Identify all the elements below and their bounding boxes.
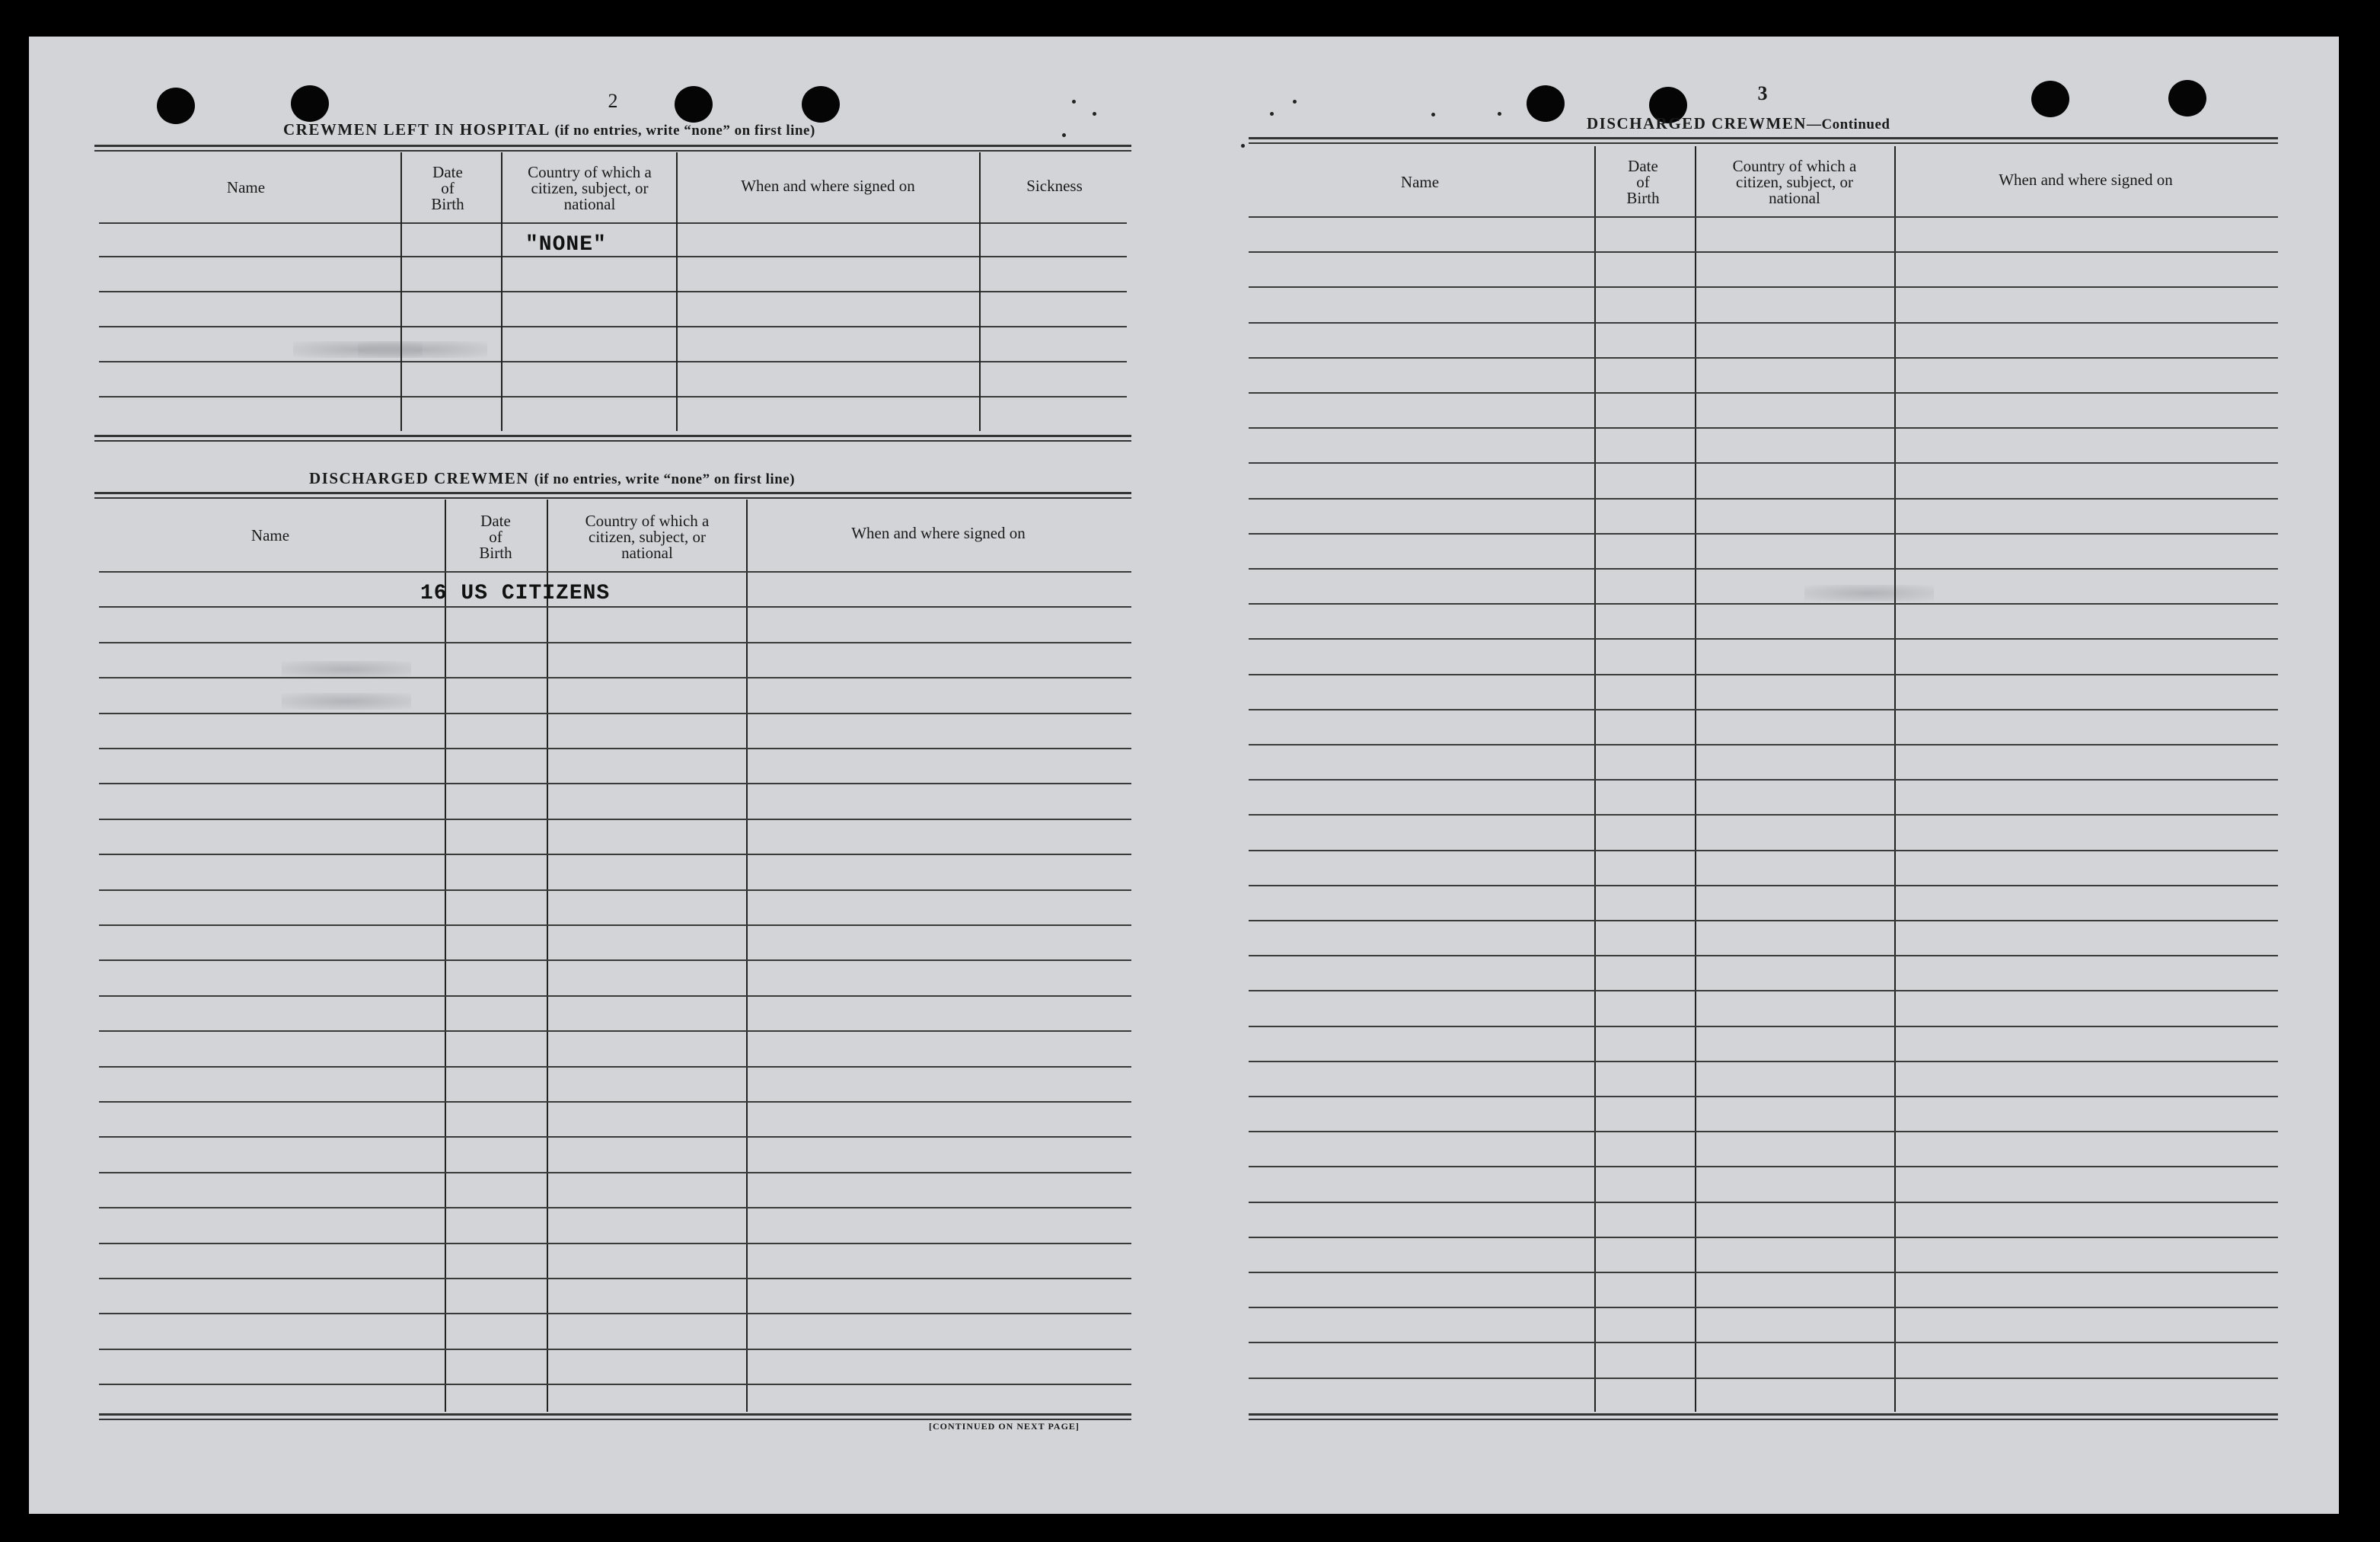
dob-line: Birth [479,543,512,562]
column-divider [746,500,748,1412]
table-row [1249,920,2278,921]
page-number: 3 [1757,82,1768,104]
table-row [1249,251,2278,253]
table-row [99,1066,1131,1068]
country-line: Country of which a [528,162,652,181]
dob-line: Date [480,511,511,530]
column-divider [400,152,402,431]
country-line: citizen, subject, or [531,178,649,197]
document-sheet [29,37,2339,1514]
hospital-entry: "NONE" [525,233,607,257]
dob-line: Date [432,162,463,181]
column-divider [979,152,981,431]
right-section-title [1587,114,1890,133]
table-row [1249,1131,2278,1132]
table-row [99,571,1131,573]
table-row [1249,603,2278,605]
table-row [99,361,1127,362]
table-row [1249,1272,2278,1273]
column-header-sickness: Sickness [1026,176,1083,195]
column-divider [547,500,548,1412]
bottom-rule [1249,1419,2278,1420]
right-title-suffix: —Continued [1806,117,1890,132]
country-line: citizen, subject, or [589,527,706,546]
table-row [1249,1202,2278,1203]
table-row [99,713,1131,714]
table-row [99,1030,1131,1032]
speck [1270,112,1274,116]
column-header-signed-on: When and where signed on [851,523,1026,542]
country-line: national [1769,188,1820,207]
top-rule [94,145,1131,147]
dob-line: Birth [431,194,464,213]
table-row [99,1278,1131,1279]
table-row [99,1101,1131,1103]
dob-line: of [441,178,455,197]
table-row [99,1172,1131,1173]
table-row [1249,568,2278,570]
punch-hole [2168,80,2206,117]
column-header-country [552,507,742,567]
table-row [1249,322,2278,324]
column-header-date-of-birth [449,507,542,567]
table-row [1249,1378,2278,1379]
ink-bleed [1804,585,1934,602]
table-row [1249,462,2278,464]
table-row [99,995,1131,997]
right-title-text: DISCHARGED CREWMEN [1587,114,1807,132]
top-rule [1249,142,2278,144]
table-row [1249,709,2278,710]
country-line: national [563,194,616,213]
table-row [99,854,1131,855]
section-rule [94,497,1131,499]
punch-hole [675,86,713,123]
table-row [1249,1026,2278,1027]
continued-footer: [CONTINUED ON NEXT PAGE] [929,1421,1080,1432]
table-row [99,959,1131,961]
table-row [1249,498,2278,500]
bottom-rule [1249,1413,2278,1416]
country-line: Country of which a [1732,156,1857,175]
ink-bleed [358,341,487,358]
table-row [1249,216,2278,218]
top-rule [1249,137,2278,139]
section-rule [94,435,1131,437]
table-row [99,642,1131,643]
table-row [1249,533,2278,535]
country-line: national [621,543,673,562]
punch-hole [291,85,329,122]
table-row [99,1243,1131,1244]
bottom-rule [99,1419,1131,1420]
discharged-instruction: (if no entries, write “none” on first line) [534,471,796,487]
dob-line: of [1636,172,1650,191]
column-header-country [1699,152,1890,212]
column-divider [676,152,678,431]
table-row [1249,357,2278,359]
table-row [99,1349,1131,1350]
column-header-signed-on: When and where signed on [741,176,915,195]
punch-hole [157,88,195,124]
hospital-instruction: (if no entries, write “none” on first line) [554,123,815,139]
speck [1072,100,1076,104]
column-header-country [504,158,675,218]
section-rule [94,440,1131,442]
table-row [99,677,1131,678]
speck [1498,112,1501,116]
table-row [99,291,1127,292]
table-row [99,256,1127,257]
table-row [1249,1061,2278,1062]
table-row [1249,814,2278,816]
bottom-rule [99,1413,1131,1416]
dob-line: of [489,527,502,546]
table-row [1249,1166,2278,1167]
table-row [99,396,1127,397]
table-row [1249,392,2278,394]
punch-hole [1527,85,1565,122]
column-header-name: Name [226,177,266,196]
table-row [99,783,1131,784]
country-line: Country of which a [585,511,710,530]
table-row [99,326,1127,327]
table-row [1249,990,2278,991]
table-row [1249,744,2278,745]
table-row [99,1207,1131,1208]
table-row [1249,674,2278,675]
column-header-date-of-birth [402,158,493,218]
speck [1241,144,1245,148]
hospital-section-title [283,120,815,139]
table-row [1249,1096,2278,1097]
column-header-signed-on: When and where signed on [1999,170,2173,189]
punch-hole [802,86,840,123]
dob-line: Date [1628,156,1658,175]
table-row [1249,850,2278,851]
discharged-title-text: DISCHARGED CREWMEN [309,469,529,487]
top-rule [94,150,1131,152]
column-divider [501,152,502,431]
column-divider [445,500,446,1412]
speck [1062,133,1066,137]
country-line: citizen, subject, or [1736,172,1853,191]
table-row [1249,286,2278,288]
table-row [1249,1307,2278,1308]
punch-hole [2031,81,2069,117]
table-row [99,222,1127,224]
table-row [1249,427,2278,429]
table-row [99,924,1131,926]
table-row [99,1313,1131,1314]
column-header-name: Name [250,525,290,544]
table-row [99,1384,1131,1385]
ink-bleed [282,693,411,710]
table-row [99,748,1131,749]
section-rule [94,492,1131,494]
speck [1093,112,1096,116]
hospital-title-text: CREWMEN LEFT IN HOSPITAL [283,120,550,139]
ink-bleed [282,661,411,678]
discharged-section-title [309,469,795,488]
discharged-entry: 16 US CITIZENS [420,582,611,605]
table-row [99,1136,1131,1138]
speck [1293,100,1297,104]
table-row [1249,638,2278,640]
page-number: 2 [608,90,618,112]
table-row [99,889,1131,891]
table-row [1249,779,2278,781]
table-row [99,606,1131,608]
column-header-date-of-birth [1597,152,1689,212]
table-row [1249,1342,2278,1343]
dob-line: Birth [1626,188,1660,207]
table-row [1249,955,2278,956]
table-row [99,819,1131,820]
speck [1431,113,1435,117]
table-row [1249,885,2278,886]
table-row [1249,1237,2278,1238]
column-header-name: Name [1400,172,1440,191]
